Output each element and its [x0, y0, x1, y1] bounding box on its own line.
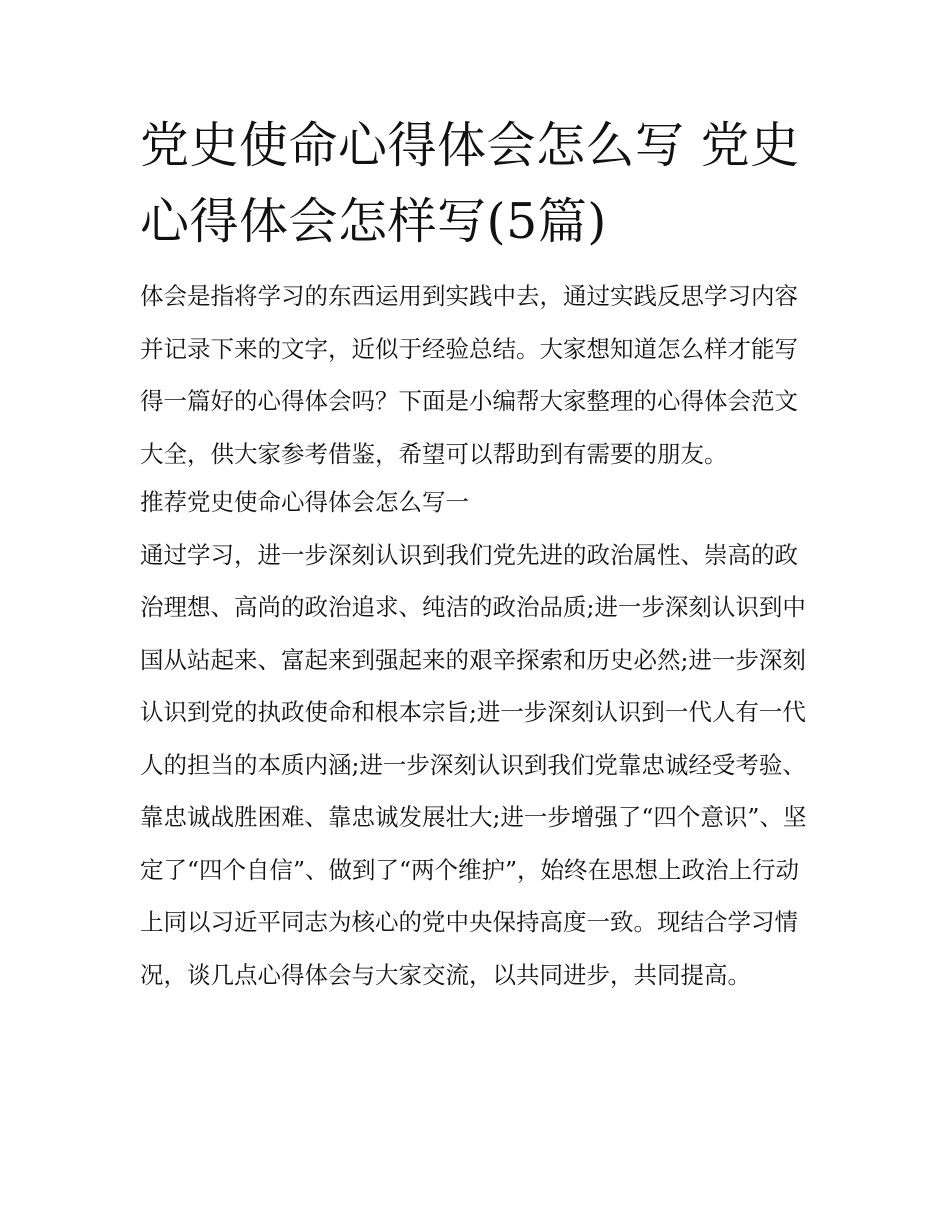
intro-paragraph: 体会是指将学习的东西运用到实践中去，通过实践反思学习内容并记录下来的文字，近似于经验总结。大家想知道怎么样才能写得一篇好的心得体会吗？下面是小编帮大家整理的心得体会范文大全，供大家参考借鉴，希望可以帮助到有需要的朋友。 — [140, 282, 798, 468]
body-paragraph: 通过学习，进一步深刻认识到我们党先进的政治属性、崇高的政治理想、高尚的政治追求、纯洁的政治品质;进一步深刻认识到中国从站起来、富起来到强起来的艰辛探索和历史必然;进一步深刻认识到党的执政使命和根本宗旨;进一步深刻认识到一代人有一代人的担当的本质内涵;进一步深刻认识到我们党靠忠诚经受考验、靠忠诚战胜困难、靠忠诚发展壮大;进一步增强了“四个意识”、坚定了“四个自信”、做到了“两个维护”，始终在思想上政治上行动上同以习近平同志为核心的党中央保持高度一致。现结合学习情况，谈几点心得体会与大家交流，以共同进步，共同提高。 — [140, 540, 807, 989]
document-title: 党史使命心得体会怎么写 党史心得体会怎样写(5篇) — [140, 117, 800, 250]
document-content — [140, 108, 812, 1001]
section-heading: 推荐党史使命心得体会怎么写一 — [140, 488, 469, 516]
